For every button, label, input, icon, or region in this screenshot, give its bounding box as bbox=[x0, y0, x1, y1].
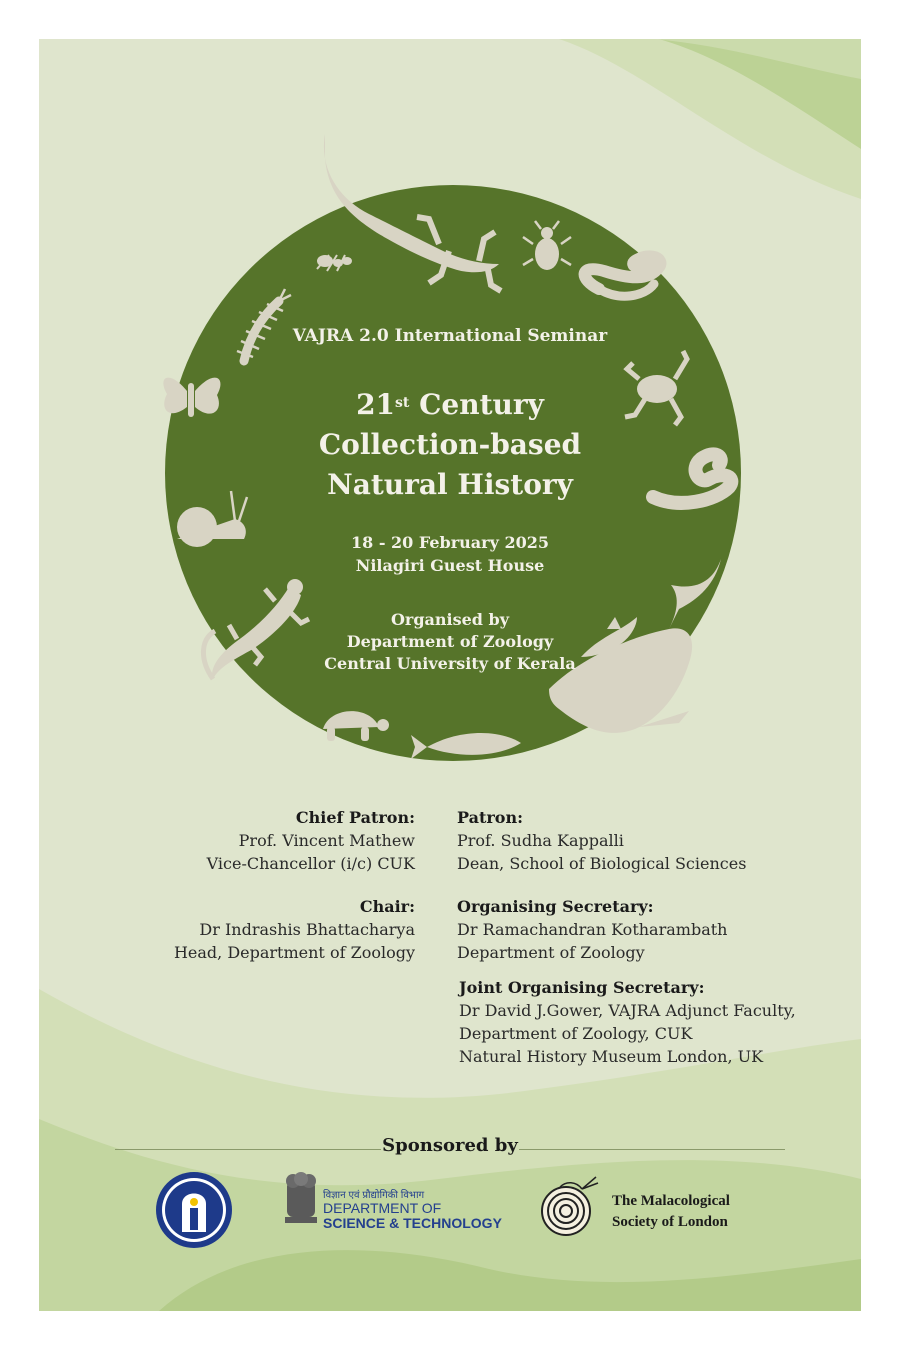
malacological-line-1: The Malacological bbox=[612, 1193, 730, 1209]
malacological-logo-text bbox=[612, 1191, 730, 1233]
dst-emblem-icon bbox=[285, 1172, 317, 1223]
organising-secretary-heading: Organising Secretary: bbox=[457, 897, 654, 916]
dst-hindi: विज्ञान एवं प्रौद्योगिकी विभाग bbox=[323, 1190, 425, 1201]
joint-secretary-line-1: Dr David J.Gower, VAJRA Adjunct Faculty, bbox=[459, 1001, 796, 1020]
organiser-department: Department of Zoology bbox=[346, 632, 554, 651]
chief-patron-name: Prof. Vincent Mathew bbox=[238, 831, 415, 850]
seminar-label: VAJRA 2.0 International Seminar bbox=[292, 326, 608, 346]
title-line-1: 21st Century bbox=[356, 388, 544, 421]
organising-secretary-name: Dr Ramachandran Kotharambath bbox=[457, 920, 728, 939]
organising-secretary-block bbox=[457, 895, 727, 964]
patron-name: Prof. Sudha Kappalli bbox=[457, 831, 624, 850]
organiser-university: Central University of Kerala bbox=[324, 654, 576, 673]
chair-role: Head, Department of Zoology bbox=[173, 943, 415, 962]
chief-patron-role: Vice-Chancellor (i/c) CUK bbox=[206, 854, 415, 873]
joint-secretary-heading: Joint Organising Secretary: bbox=[459, 978, 705, 997]
date-range: 18 - 20 February 2025 bbox=[351, 533, 549, 552]
dst-line-1: DEPARTMENT OF bbox=[323, 1200, 442, 1216]
background-art bbox=[39, 39, 861, 1311]
dst-logo-text bbox=[323, 1187, 502, 1231]
patron-role: Dean, School of Biological Sciences bbox=[457, 854, 747, 873]
cuk-logo bbox=[156, 1172, 232, 1248]
organiser-block bbox=[39, 609, 861, 675]
joint-secretary-line-3: Natural History Museum London, UK bbox=[459, 1047, 764, 1066]
title-line-3: Natural History bbox=[327, 468, 573, 501]
title-line-2: Collection-based bbox=[318, 428, 582, 461]
malacological-line-2: Society of London bbox=[612, 1214, 728, 1230]
chair-heading: Chair: bbox=[359, 897, 415, 916]
event-title bbox=[39, 385, 861, 505]
sponsored-by-heading: Sponsored by bbox=[382, 1135, 518, 1156]
venue: Nilagiri Guest House bbox=[355, 556, 545, 575]
dst-line-2: SCIENCE & TECHNOLOGY bbox=[323, 1215, 502, 1231]
event-dates bbox=[39, 531, 861, 577]
chief-patron-block bbox=[207, 806, 415, 875]
organised-by-label: Organised by bbox=[390, 610, 510, 629]
joint-secretary-block bbox=[459, 976, 796, 1068]
poster bbox=[39, 39, 861, 1311]
organising-secretary-role: Department of Zoology bbox=[457, 943, 645, 962]
joint-secretary-line-2: Department of Zoology, CUK bbox=[459, 1024, 693, 1043]
patron-block bbox=[457, 806, 746, 875]
chair-block bbox=[174, 895, 415, 964]
patron-heading: Patron: bbox=[457, 808, 523, 827]
chair-name: Dr Indrashis Bhattacharya bbox=[199, 920, 415, 939]
chief-patron-heading: Chief Patron: bbox=[295, 808, 415, 827]
